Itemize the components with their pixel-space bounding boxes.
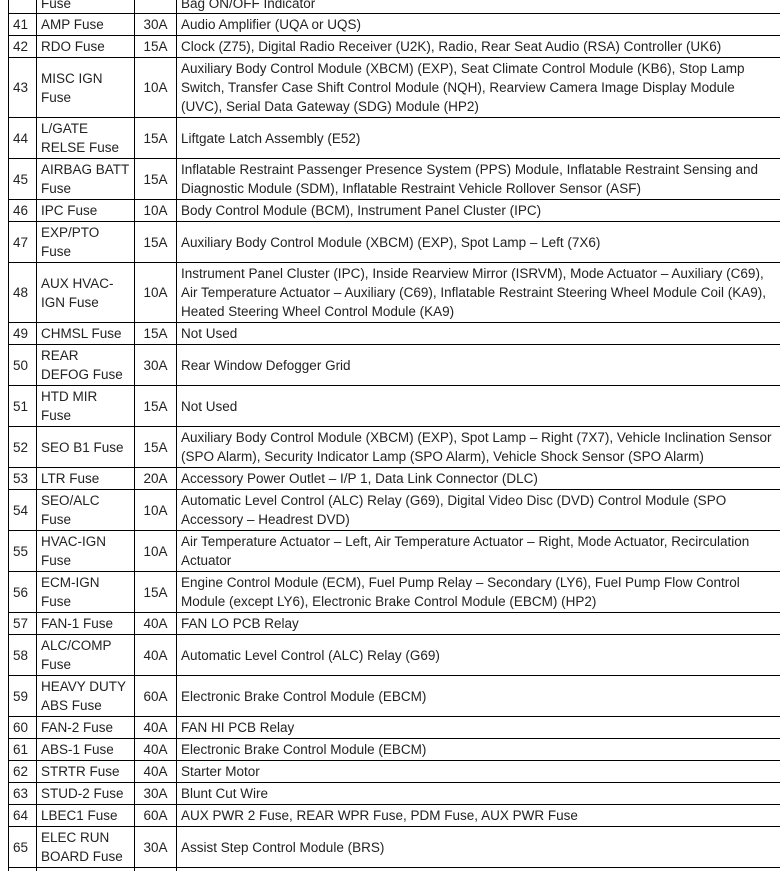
fuse-description-cell: Body Control Module (BCM), Instrument Panel Cluster (IPC) (177, 200, 780, 222)
fuse-amps-cell: 15A (135, 323, 177, 345)
fuse-number-cell: 62 (9, 761, 37, 783)
fuse-amps-cell: 10A (135, 58, 177, 118)
fuse-description-cell: Blunt Cut Wire (177, 783, 780, 805)
fuse-amps-cell: 40A (135, 739, 177, 761)
fuse-description-cell: Instrument Panel Cluster (IPC), Inside Rearview Mirror (ISRVM), Mode Actuator – Auxiliary (C69), Air Temperature Actuator – Auxiliary (C69), Inflatable Restraint Steering Wheel Module Coil (KA9), Heated Steering Wheel Control Module (KA9) (177, 263, 780, 323)
fuse-number-cell: 41 (9, 14, 37, 36)
fuse-name-cell: LBEC1 Fuse (37, 805, 135, 827)
fuse-description-cell: FAN LO PCB Relay (177, 613, 780, 635)
table-row (9, 805, 780, 827)
fuse-amps-cell: 30A (135, 827, 177, 868)
fuse-number-cell: 46 (9, 200, 37, 222)
fuse-name-text: Fuse (41, 0, 130, 13)
fuse-number-cell: 48 (9, 263, 37, 323)
fuse-name-cell: HTD MIR Fuse (37, 386, 135, 427)
fuse-amps-cell: 30A (135, 783, 177, 805)
fuse-description-cell: Auxiliary Body Control Module (XBCM) (EXP), Spot Lamp – Right (7X7), Vehicle Inclination Sensor (SPO Alarm), Security Indicator Lamp (SPO Alarm), Vehicle Shock Sensor (SPO Alarm) (177, 427, 780, 468)
fuse-name-cell: L/GATE RELSE Fuse (37, 118, 135, 159)
fuse-number-cell: 59 (9, 676, 37, 717)
fuse-name-cell: ABS-1 Fuse (37, 739, 135, 761)
fuse-number-cell: 55 (9, 531, 37, 572)
fuse-amps-cell: 15A (135, 572, 177, 613)
table-row (9, 200, 780, 222)
fuse-description-cell (177, 868, 780, 871)
fuse-name-cell: AUX HVAC-IGN Fuse (37, 263, 135, 323)
fuse-name-cell: LTR Fuse (37, 468, 135, 490)
fuse-number-cell: 58 (9, 635, 37, 676)
table-row (9, 783, 780, 805)
fuse-name-cell: FAN-1 Fuse (37, 613, 135, 635)
fuse-amps-cell: 30A (135, 14, 177, 36)
fuse-amps-cell: 15A (135, 118, 177, 159)
fuse-amps-cell: 15A (135, 36, 177, 58)
fuse-number-cell: 60 (9, 717, 37, 739)
fuse-number-cell: 47 (9, 222, 37, 263)
fuse-amps-cell: 15A (135, 427, 177, 468)
fuse-number-cell: 45 (9, 159, 37, 200)
fuse-amps-cell: 40A (135, 717, 177, 739)
table-row (9, 58, 780, 118)
fuse-description-cell: Electronic Brake Control Module (EBCM) (177, 676, 780, 717)
fuse-number-cell: 49 (9, 323, 37, 345)
fuse-description-cell: Clock (Z75), Digital Radio Receiver (U2K), Radio, Rear Seat Audio (RSA) Controller (UK6) (177, 36, 780, 58)
table-row (9, 717, 780, 739)
table-row (9, 118, 780, 159)
fuse-amps-cell: 15A (135, 386, 177, 427)
fuse-number-cell: 64 (9, 805, 37, 827)
fuse-number-cell: 52 (9, 427, 37, 468)
fuse-description-cell: Not Used (177, 323, 780, 345)
fuse-description-cell: FAN HI PCB Relay (177, 717, 780, 739)
fuse-number-cell: 54 (9, 490, 37, 531)
table-row (9, 345, 780, 386)
fuse-amps-cell: 60A (135, 805, 177, 827)
partial-bottom-row (9, 868, 780, 871)
table-row (9, 36, 780, 58)
fuse-name-cell: EXP/PTO Fuse (37, 222, 135, 263)
fuse-amps-cell: 10A (135, 490, 177, 531)
fuse-name-cell: SEO/ALC Fuse (37, 490, 135, 531)
fuse-amps-cell: 15A (135, 159, 177, 200)
fuse-number-cell: 63 (9, 783, 37, 805)
fuse-amps-cell: 30A (135, 345, 177, 386)
fuse-name-cell (37, 0, 135, 14)
fuse-amps-cell: 40A (135, 635, 177, 676)
fuse-description-cell: Inflatable Restraint Passenger Presence System (PPS) Module, Inflatable Restraint Sensing and Diagnostic Module (SDM), Inflatable Restraint Vehicle Rollover Sensor (ASF) (177, 159, 780, 200)
fuse-amps-cell: 10A (135, 263, 177, 323)
fuse-amps-cell: 60A (135, 676, 177, 717)
fuse-description-cell: Automatic Level Control (ALC) Relay (G69) (177, 635, 780, 676)
fuse-number-cell: 42 (9, 36, 37, 58)
fuse-name-cell: ELEC RUN BOARD Fuse (37, 827, 135, 868)
fuse-name-cell (37, 868, 135, 871)
table-row (9, 613, 780, 635)
fuse-table-body (9, 0, 780, 871)
table-row (9, 222, 780, 263)
fuse-number-cell: 44 (9, 118, 37, 159)
fuse-name-cell: ECM-IGN Fuse (37, 572, 135, 613)
table-row (9, 531, 780, 572)
fuse-name-cell: HVAC-IGN Fuse (37, 531, 135, 572)
table-row (9, 263, 780, 323)
fuse-name-cell: HEAVY DUTY ABS Fuse (37, 676, 135, 717)
fuse-description-cell: Liftgate Latch Assembly (E52) (177, 118, 780, 159)
fuse-description-cell: Engine Control Module (ECM), Fuel Pump Relay – Secondary (LY6), Fuel Pump Flow Control Module (except LY6), Electronic Brake Control Module (EBCM) (HP2) (177, 572, 780, 613)
fuse-amps-cell: 40A (135, 613, 177, 635)
fuse-amps-cell: 40A (135, 761, 177, 783)
fuse-name-cell: IPC Fuse (37, 200, 135, 222)
fuse-name-cell: STRTR Fuse (37, 761, 135, 783)
table-row (9, 572, 780, 613)
table-row (9, 676, 780, 717)
fuse-description-cell: Rear Window Defogger Grid (177, 345, 780, 386)
fuse-number-cell: 43 (9, 58, 37, 118)
fuse-table (8, 0, 780, 871)
fuse-description-cell: AUX PWR 2 Fuse, REAR WPR Fuse, PDM Fuse, AUX PWR Fuse (177, 805, 780, 827)
fuse-amps-cell (135, 0, 177, 14)
fuse-number-cell: 56 (9, 572, 37, 613)
fuse-description-cell (177, 0, 780, 14)
fuse-name-cell: CHMSL Fuse (37, 323, 135, 345)
table-row (9, 427, 780, 468)
table-row (9, 739, 780, 761)
fuse-amps-cell: 15A (135, 222, 177, 263)
fuse-name-cell: MISC IGN Fuse (37, 58, 135, 118)
fuse-description-cell: Air Temperature Actuator – Left, Air Temperature Actuator – Right, Mode Actuator, Recirculation Actuator (177, 531, 780, 572)
fuse-description-text: Bag ON/OFF Indicator (181, 0, 776, 13)
fuse-amps-cell: 20A (135, 468, 177, 490)
fuse-description-cell: Auxiliary Body Control Module (XBCM) (EXP), Seat Climate Control Module (KB6), Stop Lamp Switch, Transfer Case Shift Control Module (NQH), Rearview Camera Image Display Module (UVC), Serial Data Gateway (SDG) Module (HP2) (177, 58, 780, 118)
table-row (9, 827, 780, 868)
fuse-description-cell: Assist Step Control Module (BRS) (177, 827, 780, 868)
fuse-name-cell: RDO Fuse (37, 36, 135, 58)
table-row (9, 635, 780, 676)
table-row (9, 468, 780, 490)
fuse-amps-cell (135, 868, 177, 871)
fuse-name-cell: REAR DEFOG Fuse (37, 345, 135, 386)
fuse-name-cell: SEO B1 Fuse (37, 427, 135, 468)
fuse-number-cell: 53 (9, 468, 37, 490)
table-row (9, 323, 780, 345)
fuse-description-cell: Accessory Power Outlet – I/P 1, Data Link Connector (DLC) (177, 468, 780, 490)
fuse-amps-cell: 10A (135, 200, 177, 222)
partial-top-row (9, 0, 780, 14)
fuse-number-cell (9, 0, 37, 14)
fuse-name-cell: AIRBAG BATT Fuse (37, 159, 135, 200)
fuse-name-cell: ALC/COMP Fuse (37, 635, 135, 676)
table-row (9, 14, 780, 36)
fuse-number-cell: 57 (9, 613, 37, 635)
fuse-number-cell: 61 (9, 739, 37, 761)
fuse-number-cell: 51 (9, 386, 37, 427)
fuse-description-cell: Audio Amplifier (UQA or UQS) (177, 14, 780, 36)
fuse-description-cell: Not Used (177, 386, 780, 427)
table-row (9, 490, 780, 531)
fuse-number-cell: 50 (9, 345, 37, 386)
fuse-number-cell (9, 868, 37, 871)
table-row (9, 159, 780, 200)
fuse-description-cell: Automatic Level Control (ALC) Relay (G69), Digital Video Disc (DVD) Control Module (SPO Accessory – Headrest DVD) (177, 490, 780, 531)
fuse-number-cell: 65 (9, 827, 37, 868)
table-row (9, 761, 780, 783)
fuse-description-cell: Starter Motor (177, 761, 780, 783)
fuse-description-cell: Auxiliary Body Control Module (XBCM) (EXP), Spot Lamp – Left (7X6) (177, 222, 780, 263)
fuse-name-cell: FAN-2 Fuse (37, 717, 135, 739)
fuse-name-cell: STUD-2 Fuse (37, 783, 135, 805)
table-row (9, 386, 780, 427)
fuse-amps-cell: 10A (135, 531, 177, 572)
fuse-name-cell: AMP Fuse (37, 14, 135, 36)
fuse-description-cell: Electronic Brake Control Module (EBCM) (177, 739, 780, 761)
